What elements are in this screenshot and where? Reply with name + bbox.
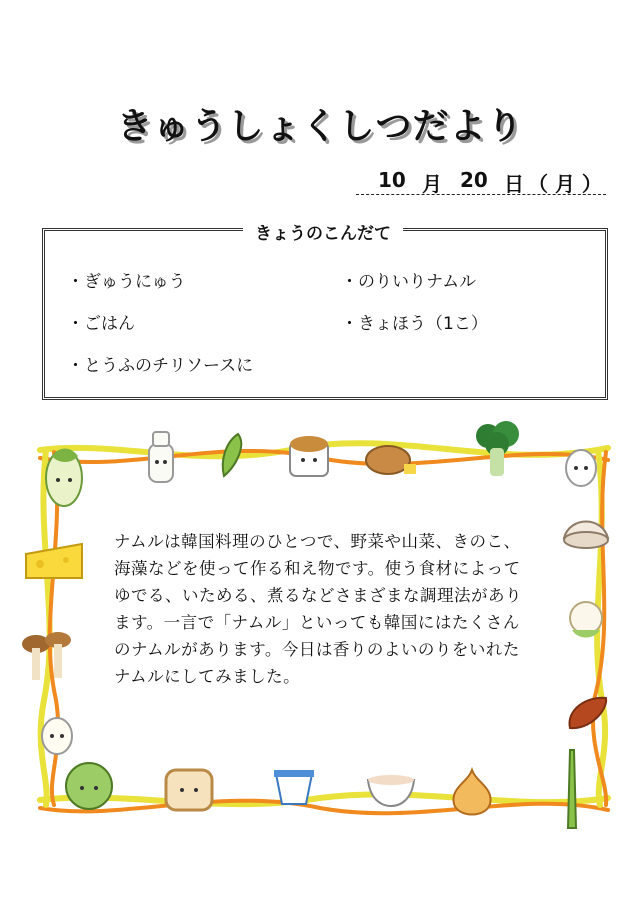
egg-icon <box>562 444 600 488</box>
cauliflower-icon <box>562 596 610 644</box>
mushroom-icon <box>16 628 78 686</box>
bread-roll-icon <box>364 442 420 478</box>
date-month-unit: 月 <box>422 172 442 196</box>
date-month: 10 <box>378 168 406 192</box>
menu-heading: きょうのこんだて <box>243 219 403 244</box>
yogurt-icon <box>270 766 318 808</box>
menu-item-grape: ・きょほう（1こ） <box>341 314 488 334</box>
cabbage-icon <box>58 760 120 812</box>
soup-bowl-icon <box>364 768 418 810</box>
sausage-icon <box>562 690 612 734</box>
date-weekday: （ 月 ） <box>528 172 602 196</box>
page-title: きゅうしょくしつだより <box>116 106 524 147</box>
chinese-cabbage-icon <box>42 446 86 508</box>
cheese-icon <box>22 540 86 584</box>
milk-bottle-icon <box>142 428 180 484</box>
asparagus-icon <box>554 746 588 832</box>
broccoli-icon <box>472 418 522 480</box>
menu-item-namul: ・のりいりナムル <box>341 272 477 292</box>
menu-item-rice: ・ごはん <box>67 314 135 334</box>
menu-item-tofu: ・とうふのチリソースに <box>67 356 254 376</box>
article-paragraph: ナムルは韓国料理のひとつで、野菜や山菜、きのこ、海藻などを使って作る和え物です。使う食材によってゆでる、いためる、煮るなどさまざまな調理法があります。一言で「ナムル」といっても韓国にはたくさんのナムルがあります。今日は香りのよいのりをいれたナムルにしてみました。 <box>114 532 522 686</box>
date-day-unit: 日 <box>504 172 524 196</box>
natto-icon <box>284 430 334 482</box>
onion-icon <box>448 766 496 822</box>
date-day: 20 <box>460 168 488 192</box>
rice-cake-icon <box>38 712 76 760</box>
okra-icon <box>216 430 250 480</box>
menu-item-milk: ・ぎゅうにゅう <box>67 272 186 292</box>
clam-icon <box>560 512 612 552</box>
toast-icon <box>160 764 218 814</box>
